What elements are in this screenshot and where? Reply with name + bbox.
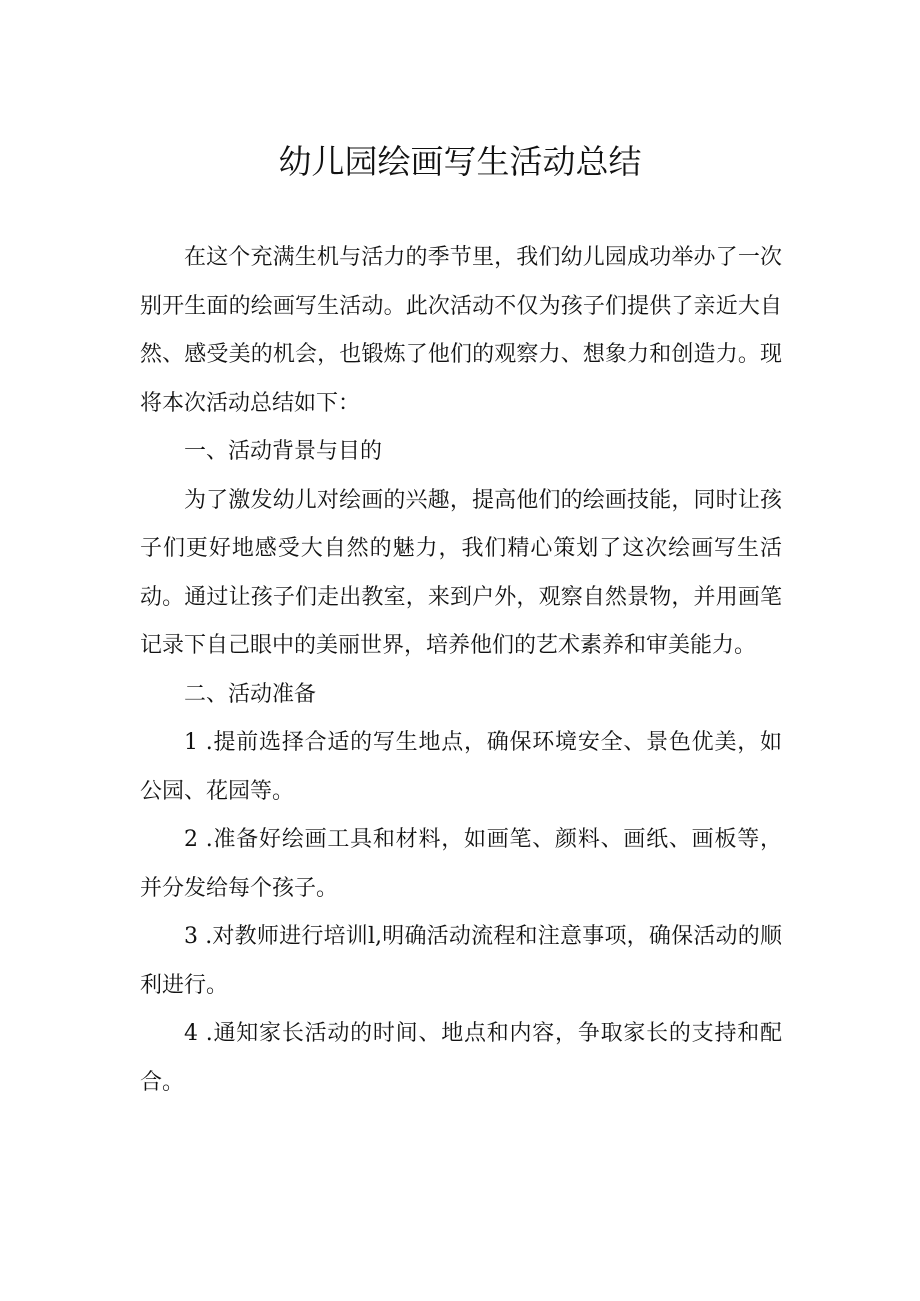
preparation-item-3: 3 .对教师进行培训l,明确活动流程和注意事项，确保活动的顺利进行。	[140, 924, 782, 998]
background-paragraph: 为了激发幼儿对绘画的兴趣，提高他们的绘画技能，同时让孩子们更好地感受大自然的魅力，我们精心策划了这次绘画写生活动。通过让孩子们走出教室，来到户外，观察自然景物，并用画笔记录下自己眼中的美丽世界，培养他们的艺术素养和审美能力。	[140, 487, 782, 658]
document-title: 幼儿园绘画写生活动总结	[278, 142, 642, 181]
section-heading-preparation: 二、活动准备	[184, 681, 317, 707]
preparation-item-1: 1 .提前选择合适的写生地点，确保环境安全、景色优美，如公园、花园等。	[140, 730, 782, 804]
section-heading-background: 一、活动背景与目的	[184, 439, 383, 464]
preparation-item-2: 2 .准备好绘画工具和材料，如画笔、颜料、画纸、画板等，并分发给每个孩子。	[140, 827, 782, 901]
preparation-item-4: 4 .通知家长活动的时间、地点和内容，争取家长的支持和配合。	[140, 1021, 782, 1095]
document-body	[140, 234, 782, 1107]
intro-paragraph: 在这个充满生机与活力的季节里，我们幼儿园成功举办了一次别开生面的绘画写生活动。此次活动不仅为孩子们提供了亲近大自然、感受美的机会，也锻炼了他们的观察力、想象力和创造力。现将本次活动总结如下：	[140, 245, 782, 416]
